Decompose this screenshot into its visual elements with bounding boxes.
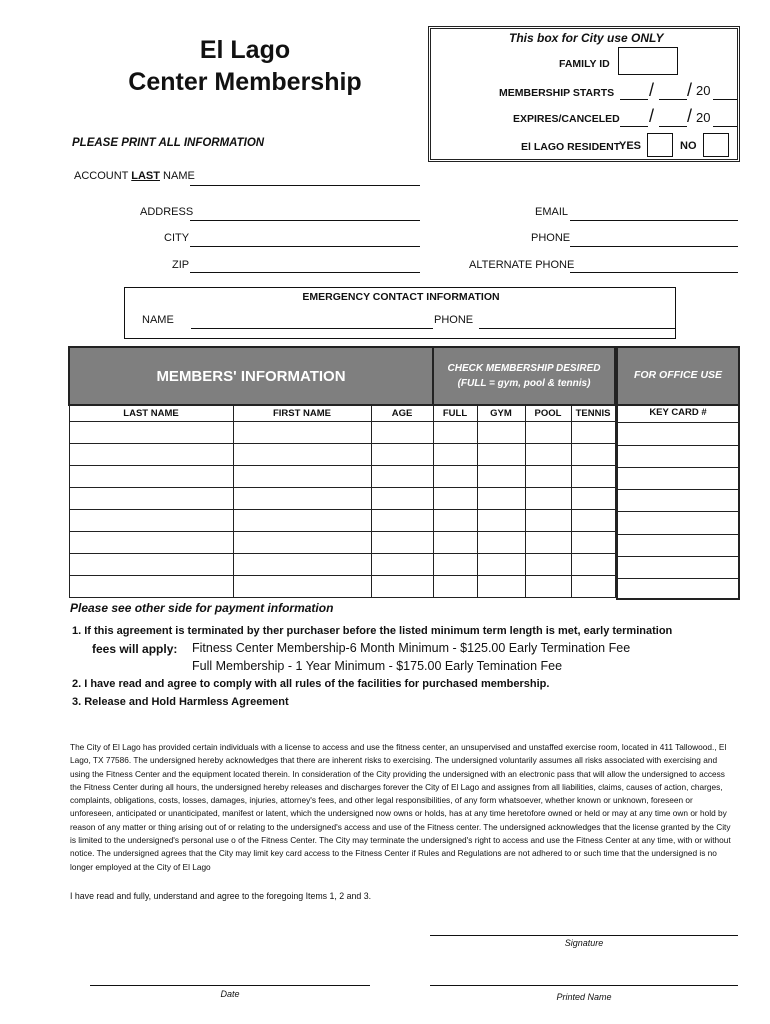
email-label: EMAIL (535, 206, 569, 218)
family-id-field[interactable] (618, 47, 678, 75)
col-last-name: LAST NAME (69, 405, 233, 422)
cell-full[interactable] (433, 510, 477, 532)
term-item-1: 1. If this agreement is terminated by ther purchaser before the listed minimum term length is met, early termination (72, 625, 673, 637)
city-use-box (428, 26, 740, 162)
account-label-last: LAST (131, 170, 160, 182)
member-row (69, 422, 615, 444)
cell-last-name[interactable] (69, 444, 233, 466)
zip-field[interactable] (190, 272, 420, 273)
cell-gym[interactable] (477, 510, 525, 532)
form-title-line1: El Lago (199, 36, 291, 64)
cell-tennis[interactable] (571, 554, 615, 576)
cell-tennis[interactable] (571, 532, 615, 554)
member-row (69, 466, 615, 488)
cell-last-name[interactable] (69, 422, 233, 444)
office-use-title: FOR OFFICE USE (633, 369, 723, 381)
check-membership-sub: (FULL = gym, pool & tennis) (457, 378, 591, 389)
cell-first-name[interactable] (233, 554, 371, 576)
phone-label: PHONE (531, 232, 571, 244)
account-last-name-field[interactable] (190, 185, 420, 186)
starts-day-field[interactable] (659, 99, 687, 100)
col-tennis: TENNIS (571, 405, 615, 422)
account-label-prefix: ACCOUNT (74, 170, 132, 182)
cell-gym[interactable] (477, 422, 525, 444)
cell-pool[interactable] (525, 422, 571, 444)
resident-label: El LAGO RESIDENT (521, 141, 621, 153)
cell-gym[interactable] (477, 444, 525, 466)
members-info-header (69, 347, 433, 405)
address-label: ADDRESS (140, 206, 194, 218)
col-full: FULL (433, 405, 477, 422)
expires-year-prefix: 20 (696, 110, 711, 125)
fee-line-1: Fitness Center Membership-6 Month Minimum - $125.00 Early Termination Fee (192, 641, 631, 655)
printed-name-caption: Printed Name (556, 992, 612, 1002)
emergency-contact-box (124, 287, 676, 339)
expires-label: EXPIRES/CANCELED (513, 113, 620, 125)
cell-age[interactable] (371, 488, 433, 510)
cell-gym[interactable] (477, 466, 525, 488)
cell-tennis[interactable] (571, 466, 615, 488)
office-use-header (618, 348, 738, 406)
cell-pool[interactable] (525, 532, 571, 554)
cell-tennis[interactable] (571, 422, 615, 444)
cell-last-name[interactable] (69, 466, 233, 488)
cell-pool[interactable] (525, 510, 571, 532)
cell-pool[interactable] (525, 576, 571, 598)
cell-full[interactable] (433, 576, 477, 598)
starts-month-field[interactable] (620, 99, 648, 100)
fee-line-2: Full Membership - 1 Year Minimum - $175.00 Early Temination Fee (192, 659, 563, 673)
alternate-phone-label: ALTERNATE PHONE (469, 259, 575, 271)
account-label-suffix: NAME (159, 170, 195, 182)
expires-day-field[interactable] (659, 126, 687, 127)
key-card-line (618, 511, 738, 512)
resident-yes-checkbox[interactable] (647, 133, 673, 157)
cell-tennis[interactable] (571, 444, 615, 466)
cell-tennis[interactable] (571, 576, 615, 598)
cell-gym[interactable] (477, 576, 525, 598)
key-card-line (618, 578, 738, 579)
member-row (69, 532, 615, 554)
key-card-line (618, 467, 738, 468)
payment-note: Please see other side for payment information (70, 601, 334, 615)
cell-pool[interactable] (525, 444, 571, 466)
cell-last-name[interactable] (69, 488, 233, 510)
city-box-title: This box for City use ONLY (509, 31, 664, 45)
cell-gym[interactable] (477, 488, 525, 510)
cell-full[interactable] (433, 488, 477, 510)
key-card-line (618, 534, 738, 535)
release-agreement-text: The City of El Lago has provided certain individuals with a license to access and use the fitness center, an unsupervised and unstaffed exercise room, located in 411 Tallowood., El Lago, TX 77586. The undersigned hereby acknowledges that there are inherent risks to exercising. The undersigned voluntarily assumes all risks associated with exercising and using the Fitness Center and the equipment located therein. In consideration of the City providing the undersigned with an electronic pass that will allow the undersigned to access the Fitness Center during all hours, the undersigned hereby releases and discharges forever the City of El Lago and assignes from all liabilities, claims, causes of action, charges, complaints, obligations, costs, losses, damages, injuries, attorney's fees, and other legal responsibilities, of any form whatsoever, whether known or unknown, foreseen or unforeseen, anticipated or unanticipated, manifest or latent, which the undersigned now owns or holds, has at any time heretofore owned or held or may at any time own or hold by reason of any matter or thing arising out of or relating to the undersigned's access and use of the Fitness center. The undersigned acknowledges that the license granted by the City is limited to the undersigned's personal use o of the Fitness Center. The City may terminate the undersigned's right to access and use the Fitness Center at any time, with or without notice. The undersigned agrees that the City may limit key card access to the Fitness Center if Rules and Regulations are not adhered to or such time that the undersigned is no longer employed at the City of El Lago (70, 742, 731, 872)
cell-age[interactable] (371, 422, 433, 444)
col-age: AGE (371, 405, 433, 422)
printed-name-field[interactable] (430, 985, 738, 986)
cell-pool[interactable] (525, 554, 571, 576)
members-info-title: MEMBERS' INFORMATION (156, 367, 346, 385)
phone-field[interactable] (570, 246, 738, 247)
key-card-header: KEY CARD # (649, 407, 707, 418)
check-membership-header (433, 347, 615, 405)
starts-slash-1: / (649, 80, 655, 100)
members-table (68, 346, 616, 598)
emergency-title: EMERGENCY CONTACT INFORMATION (302, 291, 500, 303)
expires-slash-2: / (687, 106, 693, 126)
city-field[interactable] (190, 246, 420, 247)
cell-pool[interactable] (525, 488, 571, 510)
emergency-phone-field[interactable] (479, 328, 675, 329)
cell-first-name[interactable] (233, 576, 371, 598)
expires-month-field[interactable] (620, 126, 648, 127)
cell-first-name[interactable] (233, 466, 371, 488)
key-card-line (618, 445, 738, 446)
cell-full[interactable] (433, 466, 477, 488)
form-title-line2: Center Membership (128, 68, 362, 96)
address-field[interactable] (190, 220, 420, 221)
term-item-3: 3. Release and Hold Harmless Agreement (72, 696, 289, 708)
expires-slash-1: / (649, 106, 655, 126)
cell-first-name[interactable] (233, 422, 371, 444)
cell-gym[interactable] (477, 532, 525, 554)
member-row (69, 510, 615, 532)
cell-first-name[interactable] (233, 532, 371, 554)
cell-age[interactable] (371, 532, 433, 554)
email-field[interactable] (570, 220, 738, 221)
check-membership-title: CHECK MEMBERSHIP DESIRED (447, 363, 601, 374)
cell-last-name[interactable] (69, 510, 233, 532)
resident-yes-label: YES (619, 140, 642, 152)
key-card-divider (618, 422, 738, 423)
cell-first-name[interactable] (233, 510, 371, 532)
office-use-column (616, 346, 740, 600)
cell-first-name[interactable] (233, 488, 371, 510)
signature-field[interactable] (430, 935, 738, 936)
print-note: PLEASE PRINT ALL INFORMATION (72, 137, 265, 149)
starts-year-field[interactable] (713, 99, 737, 100)
key-card-line (618, 556, 738, 557)
cell-full[interactable] (433, 532, 477, 554)
col-pool: POOL (525, 405, 571, 422)
key-card-line (618, 489, 738, 490)
acknowledge-text: I have read and fully, understand and agree to the foregoing Items 1, 2 and 3. (70, 891, 372, 901)
resident-no-checkbox[interactable] (703, 133, 729, 157)
starts-year-prefix: 20 (696, 83, 711, 98)
col-gym: GYM (477, 405, 525, 422)
cell-age[interactable] (371, 510, 433, 532)
cell-last-name[interactable] (69, 554, 233, 576)
cell-full[interactable] (433, 444, 477, 466)
date-field[interactable] (90, 985, 370, 986)
expires-year-field[interactable] (713, 126, 737, 127)
cell-tennis[interactable] (571, 510, 615, 532)
emergency-name-label: NAME (142, 314, 174, 326)
cell-full[interactable] (433, 422, 477, 444)
cell-first-name[interactable] (233, 444, 371, 466)
alternate-phone-field[interactable] (570, 272, 738, 273)
date-caption: Date (220, 989, 240, 999)
city-label: CITY (164, 232, 190, 244)
term-item-2: 2. I have read and agree to comply with all rules of the facilities for purchased membership. (72, 678, 550, 690)
member-row (69, 554, 615, 576)
starts-slash-2: / (687, 80, 693, 100)
cell-age[interactable] (371, 444, 433, 466)
fees-label: fees will apply: (92, 642, 178, 656)
cell-last-name[interactable] (69, 576, 233, 598)
cell-age[interactable] (371, 554, 433, 576)
family-id-label: FAMILY ID (559, 58, 610, 70)
membership-starts-label: MEMBERSHIP STARTS (499, 87, 615, 99)
resident-no-label: NO (680, 140, 697, 152)
cell-age[interactable] (371, 466, 433, 488)
emergency-name-field[interactable] (191, 328, 433, 329)
emergency-phone-label: PHONE (434, 314, 474, 326)
cell-gym[interactable] (477, 554, 525, 576)
cell-full[interactable] (433, 554, 477, 576)
member-row (69, 576, 615, 598)
account-last-name-label (74, 170, 195, 182)
cell-tennis[interactable] (571, 488, 615, 510)
cell-last-name[interactable] (69, 532, 233, 554)
cell-pool[interactable] (525, 466, 571, 488)
member-row (69, 488, 615, 510)
signature-caption: Signature (564, 938, 604, 948)
zip-label: ZIP (172, 259, 190, 271)
cell-age[interactable] (371, 576, 433, 598)
member-row (69, 444, 615, 466)
col-first-name: FIRST NAME (233, 405, 371, 422)
